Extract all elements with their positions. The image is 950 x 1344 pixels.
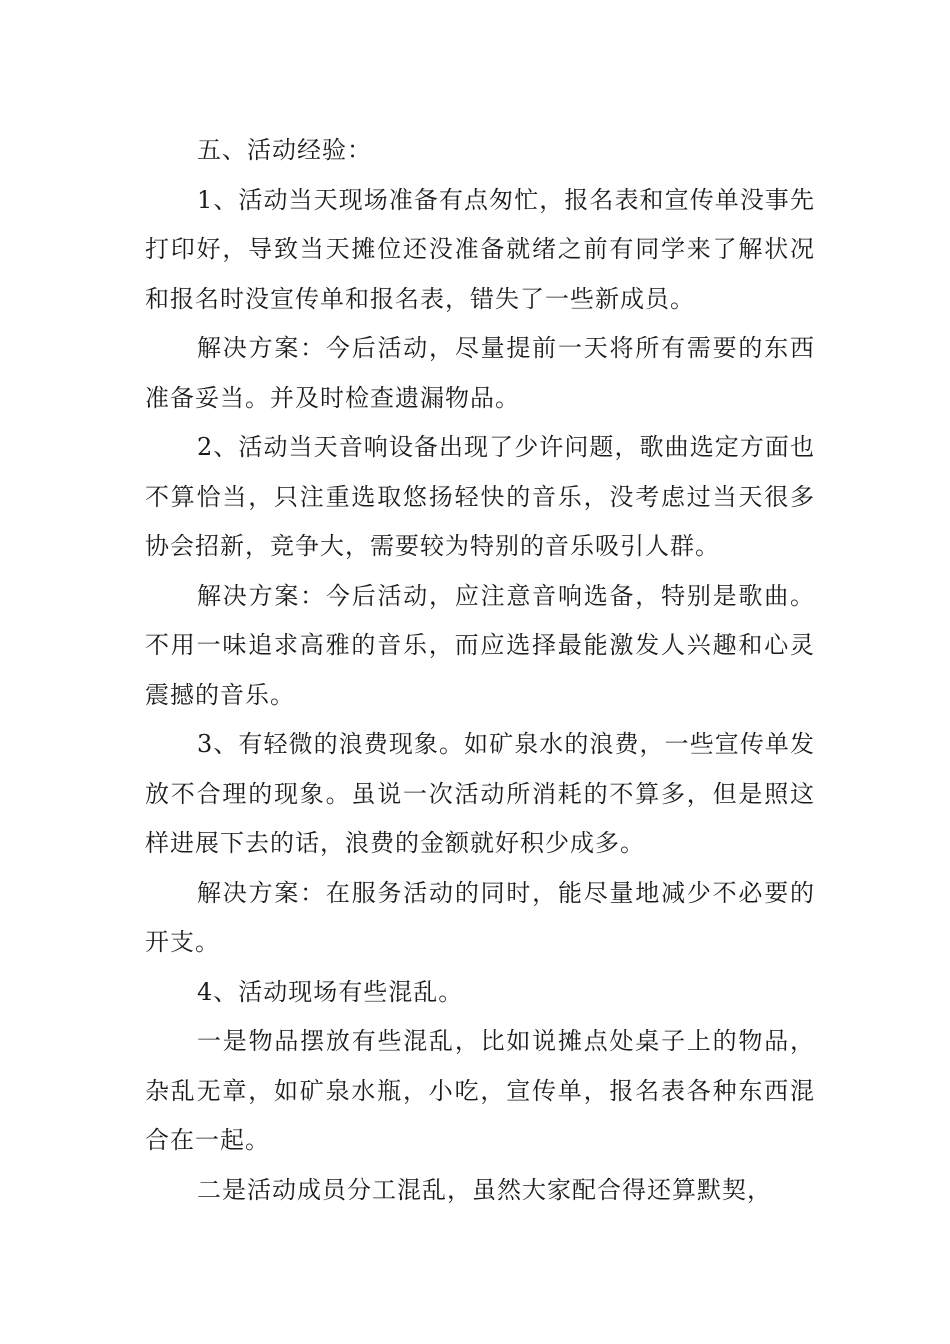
paragraph-solution-1: 解决方案：今后活动，尽量提前一天将所有需要的东西准备妥当。并及时检查遗漏物品。 [145, 334, 815, 412]
paragraph-item-2: 2、活动当天音响设备出现了少许问题，歌曲选定方面也不算恰当，只注重选取悠扬轻快的音乐，没考虑过当天很多协会招新，竞争大，需要较为特别的音乐吸引人群。 [145, 433, 815, 560]
section-heading: 五、活动经验： [197, 136, 372, 164]
paragraph-solution-2: 解决方案：今后活动，应注意音响选备，特别是歌曲。不用一味追求高雅的音乐，而应选择最能激发人兴趣和心灵震撼的音乐。 [145, 581, 815, 709]
paragraph-item-4-point-1: 一是物品摆放有些混乱，比如说摊点处桌子上的物品，杂乱无章，如矿泉水瓶，小吃，宣传单，报名表各种东西混合在一起。 [145, 1027, 815, 1154]
document-body [145, 126, 815, 1215]
paragraph-item-3: 3、有轻微的浪费现象。如矿泉水的浪费，一些宣传单发放不合理的现象。虽说一次活动所消耗的不算多，但是照这样进展下去的话，浪费的金额就好积少成多。 [145, 730, 815, 857]
paragraph-solution-3: 解决方案：在服务活动的同时，能尽量地减少不必要的开支。 [145, 878, 815, 956]
paragraph-item-4: 4、活动现场有些混乱。 [197, 977, 464, 1006]
paragraph-item-4-point-2: 二是活动成员分工混乱，虽然大家配合得还算默契， [197, 1175, 772, 1204]
paragraph-item-1: 1、活动当天现场准备有点匆忙，报名表和宣传单没事先打印好，导致当天摊位还没准备就绪之前有同学来了解状况和报名时没宣传单和报名表，错失了一些新成员。 [145, 185, 815, 313]
